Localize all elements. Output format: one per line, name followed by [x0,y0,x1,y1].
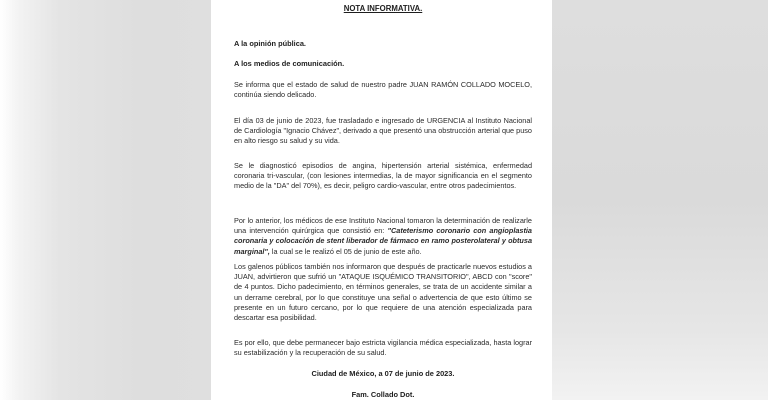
surgery-procedure-text: "Cateterismo coronario con angioplastia coronaria y colocación de stent liberador de fármaco en ramo posterolateral y obtusa marginal", [234,226,532,256]
paragraph-surgery [234,216,532,257]
paragraph-admission: El día 03 de junio de 2023, fue trasladado e ingresado de URGENCIA al Instituto Nacional de Cardiología "Ignacio Chávez", derivado a que presentó una obstrucción arterial que puso en alto riesgo su salud y su vida. [234,116,532,146]
surgery-intro-text: Por lo anterior, los médicos de ese Instituto Nacional tomaron la determinación de realizarle una intervención quirúrgica que consistió en: [234,216,532,236]
salutation-public: A la opinión pública. [234,39,306,48]
paragraph-health-status: Se informa que el estado de salud de nuestro padre JUAN RAMÓN COLLADO MOCELO, continúa siendo delicado. [234,80,532,100]
document-page [211,0,552,400]
place-date: Ciudad de México, a 07 de junio de 2023. [311,369,455,378]
surgery-date-text: la cual se le realizó el 05 de junio de este año. [269,246,422,256]
paragraph-ischemic-attack: Los galenos públicos también nos informaron que después de practicarle nuevos estudios a JUAN, advirtieron que sufrió un "ATAQUE ISQUÉMICO TRANSITORIO", ABCD con "score" de 4 puntos. Dicho padecimiento, en términos generales, se trata de un accidente similar a un derrame cerebral, por lo que constituye una señal o advertencia de que esto último se presente en un futuro cercano, por lo que requiere de una atención especializada para descartar esa posibilidad. [234,262,532,323]
paragraph-diagnosis: Se le diagnosticó episodios de angina, hipertensión arterial sistémica, enfermedad coronaria tri-vascular, (con lesiones intermedias, la de mayor significancia en el segmento medio de la "DA" del 70%), es decir, peligro cardio-vascular, entre otros padecimientos. [234,161,532,191]
signature: Fam. Collado Dot. [351,390,415,399]
document-title: NOTA INFORMATIVA. [343,4,423,13]
salutation-media: A los medios de comunicación. [234,59,345,68]
blurred-background-right [552,0,768,400]
blurred-background-left [0,0,211,400]
paragraph-surveillance: Es por ello, que debe permanecer bajo estricta vigilancia médica especializada, hasta lograr su estabilización y la recuperación de su salud. [234,338,532,358]
